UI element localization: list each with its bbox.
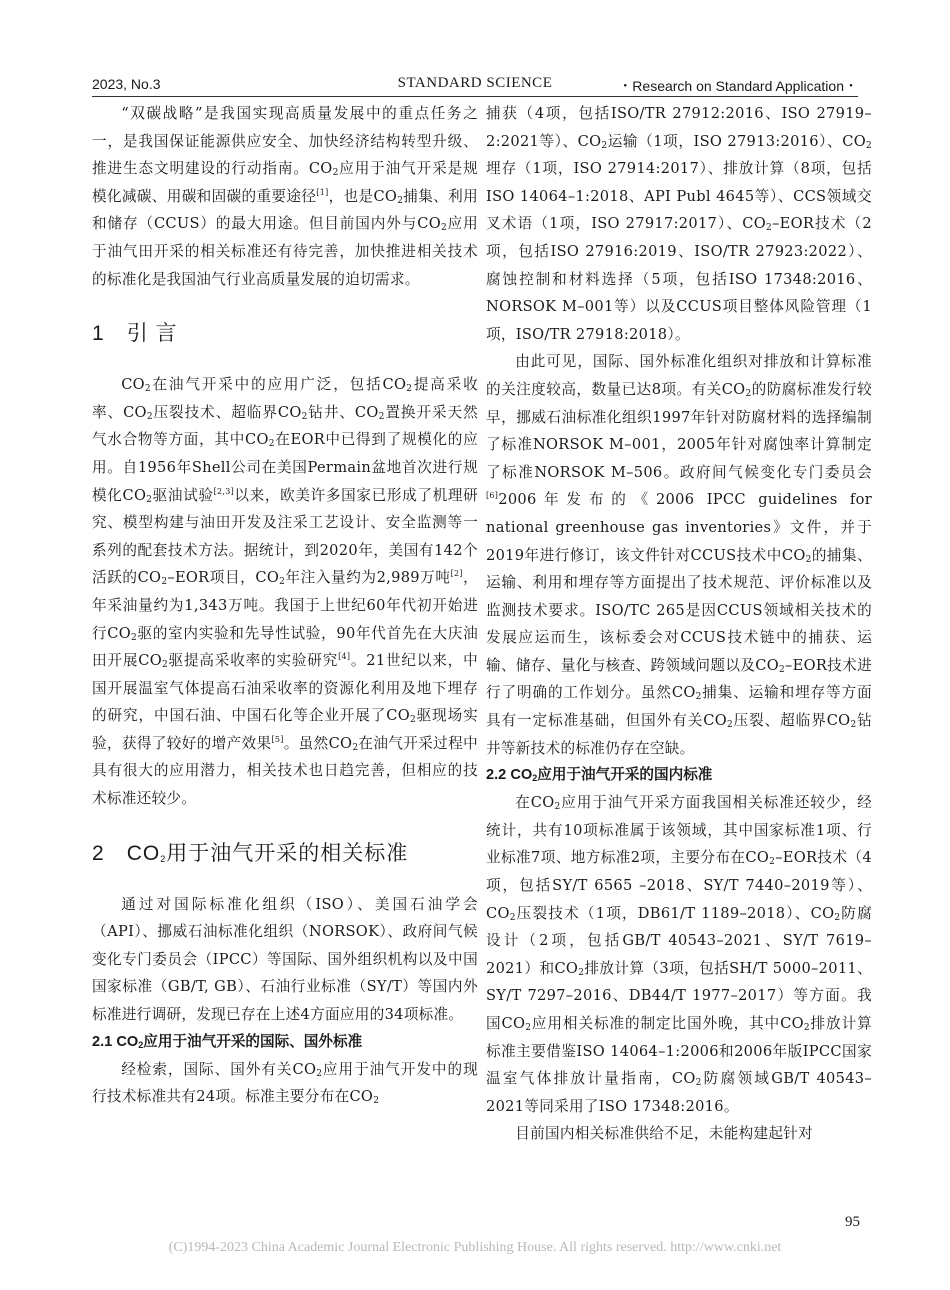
subsection-2-1-heading: 2.1 $CO_2$应用于油气开采的国际、国外标准: [92, 1033, 363, 1050]
section-2-paragraph: 通过对国际标准化组织（ISO）、美国石油学会（API）、挪威石油标准化组织（NORSOK）、政府间气候变化专门委员会（IPCC）等国际、国外组织机构以及中国国家标准（GB/T, GB）、石油行业标准（SY/T）等国内外标准进行调研，发现已存在上述4方面应用的34项标准。: [92, 895, 478, 1024]
journal-issue: 2023, No.3: [92, 76, 161, 92]
subsection-2-2-heading: 2.2 $CO_2$应用于油气开采的国内标准: [486, 767, 713, 784]
section-title: $CO_2$用于油气开采的相关标准: [126, 841, 409, 865]
section-title: 引 言: [126, 322, 178, 346]
journal-title: STANDARD SCIENCE: [397, 75, 553, 91]
section-number: 1: [92, 322, 105, 346]
subsection-2-2-paragraph-2: 目前国内相关标准供给不足，未能构建起针对: [515, 1125, 814, 1143]
right-column: [486, 100, 872, 1210]
section-1-heading: [92, 319, 478, 349]
subsection-2-1-paragraph-2: 由此可见，国际、国外标准化组织对排放和计算标准的关注度较高，数量已达8项。有关$CO_2$的防腐标准发行较早，挪威石油标准化组织1997年针对防腐材料的选择编制了标准NORSOK M–001，2005年针对腐蚀率计算制定了标准NORSOK M–506。政府间气候变化专门委员会[6]2006年发布的《2006 IPCC guidelines for national greenhouse gas inventories》文件，并于2019年进行修订，该文件针对CCUS技术中$CO_2$的捕集、运输、利用和埋存等方面提出了技术规范、评价标准以及监测技术要求。ISO/TC 265是因CCUS领域相关技术的发展应运而生，该标委会对CCUS技术链中的捕获、运输、储存、量化与核查、跨领域问题以及$CO_2$–EOR技术进行了明确的工作划分。虽然$CO_2$捕集、运输和埋存等方面具有一定标准基础，但国外有关$CO_2$压裂、超临界$CO_2$钻井等新技术的标准仍存在空缺。: [486, 353, 872, 757]
section-1-paragraph: $CO_2$在油气开采中的应用广泛，包括$CO_2$提高采收率、$CO_2$压裂技术、超临界$CO_2$钻井、$CO_2$置换开采天然气水合物等方面，其中$CO_2$在EOR中已得到了规模化的应用。自1956年Shell公司在美国Permain盆地首次进行规模化$CO_2$驱油试验[2,3]以来，欧美许多国家已形成了机理研究、模型构建与油田开发及注采工艺设计、安全监测等一系列的配套技术方法。据统计，到2020年，美国有142个活跃的$CO_2$–EOR项目，$CO_2$年注入量约为2,989万吨[2]，年采油量约为1,343万吨。我国于上世纪60年代初开始进行$CO_2$驱的室内实验和先导性试验，90年代首先在大庆油田开展$CO_2$驱提高采收率的实验研究[4]。21世纪以来，中国开展温室气体提高石油采收率的资源化利用及地下埋存的研究，中国石油、中国石化等企业开展了$CO_2$驱现场实验，获得了较好的增产效果[5]。虽然$CO_2$在油气开采过程中具有很大的应用潜力，相关技术也日趋完善，但相应的技术标准还较少。: [92, 376, 478, 808]
left-column: [92, 100, 478, 1210]
subsection-2-1-paragraph-cont: 捕获（4项，包括ISO/TR 27912:2016、ISO 27919–2:2021等）、$CO_2$运输（1项，ISO 27913:2016）、$CO_2$埋存（1项，ISO 27914:2017）、排放计算（8项，包括ISO 14064–1:2018、API Publ 4645等）、CCS领域交叉术语（1项，ISO 27917:2017）、$CO_2$–EOR技术（2项，包括ISO 27916:2019、ISO/TR 27923:2022）、腐蚀控制和材料选择（5项，包括ISO 17348:2016、NORSOK M–001等）以及CCUS项目整体风险管理（1项，ISO/TR 27918:2018）。: [486, 105, 872, 343]
subsection-2-1-paragraph-start: 经检索，国际、国外有关$CO_2$应用于油气开发中的现行技术标准共有24项。标准主要分布在$CO_2$: [92, 1060, 478, 1107]
section-number: 2: [92, 841, 105, 865]
header-rule: [92, 96, 858, 97]
page-number: 95: [845, 1214, 860, 1230]
intro-paragraph: “双碳战略”是我国实现高质量发展中的重点任务之一，是我国保证能源供应安全、加快经济结构转型升级、推进生态文明建设的行动指南。$CO_2$应用于油气开采是规模化减碳、用碳和固碳的重要途径[1]，也是$CO_2$捕集、利用和储存（CCUS）的最大用途。但目前国内外与$CO_2$应用于油气田开采的相关标准还有待完善，加快推进相关技术的标准化是我国油气行业高质量发展的迫切需求。: [92, 105, 478, 288]
section-label: ・Research on Standard Application・: [618, 78, 858, 94]
copyright-footer: (C)1994-2023 China Academic Journal Electronic Publishing House. All rights reserved. http://www.cnki.net: [168, 1240, 782, 1255]
subsection-2-2-paragraph-1: 在$CO_2$应用于油气开采方面我国相关标准还较少，经统计，共有10项标准属于该领域，其中国家标准1项、行业标准7项、地方标准2项，主要分布在$CO_2$–EOR技术（4项，包括SY/T 6565 –2018、SY/T 7440–2019等）、$CO_2$压裂技术（1项，DB61/T 1189–2018）、$CO_2$防腐设计（2项，包括GB/T 40543–2021、SY/T 7619–2021）和$CO_2$排放计算（3项，包括SH/T 5000–2011、SY/T 7297–2016、DB44/T 1977–2017）等方面。我国$CO_2$应用相关标准的制定比国外晚，其中$CO_2$排放计算标准主要借鉴ISO 14064–1:2006和2006年版IPCC国家温室气体排放计量指南，$CO_2$防腐领域GB/T 40543–2021等同采用了ISO 17348:2016。: [486, 794, 872, 1115]
running-header: [92, 72, 858, 96]
section-2-heading: [92, 839, 478, 869]
